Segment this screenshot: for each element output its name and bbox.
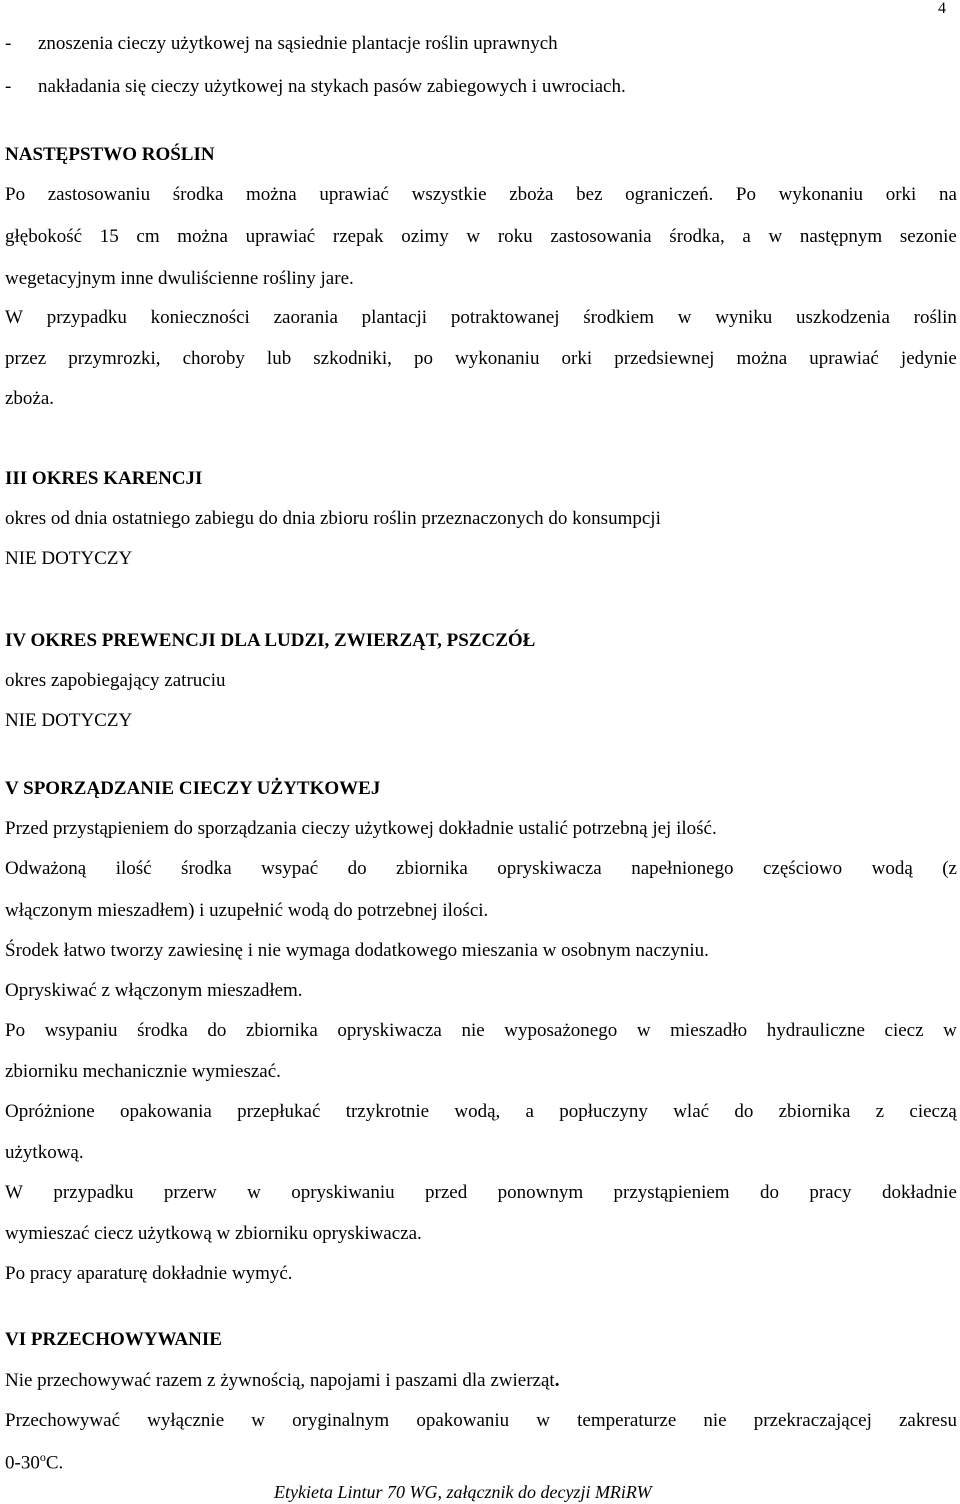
word: opakowania: [119, 1101, 212, 1122]
word: 15: [99, 226, 119, 247]
word: temperaturze: [577, 1410, 677, 1431]
word: (z: [942, 858, 957, 879]
word: pracy: [809, 1182, 852, 1203]
word: opryskiwacza: [497, 858, 602, 879]
word: wodą,: [454, 1101, 501, 1122]
word: na: [938, 184, 957, 205]
word: trzykrotnie: [345, 1101, 430, 1122]
word: ciecz: [884, 1020, 924, 1041]
word: można: [736, 348, 788, 369]
word: potraktowanej: [450, 307, 560, 328]
word: ilość: [115, 858, 152, 879]
section-heading: NASTĘPSTWO ROŚLIN: [5, 144, 215, 165]
word: do: [207, 1020, 227, 1041]
section-heading: V SPORZĄDZANIE CIECZY UŻYTKOWEJ: [5, 778, 381, 799]
word: przypadku: [53, 1182, 134, 1203]
bullet-text: nakładania się cieczy użytkowej na stykach pasów zabiegowych i uwrociach.: [38, 76, 626, 97]
word: przed: [425, 1182, 468, 1203]
word: dokładnie: [881, 1182, 957, 1203]
word: Przechowywać: [5, 1410, 121, 1431]
word: wyłącznie: [147, 1410, 225, 1431]
text-line: użytkową.: [5, 1142, 84, 1163]
word: a: [525, 1101, 534, 1122]
text-line: Opryskiwać z włączonym mieszadłem.: [5, 980, 303, 1001]
paragraph-line: zboża.: [5, 388, 55, 409]
text-line: [5, 859, 957, 878]
paragraph-line: [5, 349, 957, 368]
word: przepłukać: [237, 1101, 321, 1122]
text-line: [5, 1102, 957, 1121]
bullet-text: znoszenia cieczy użytkowej na sąsiednie plantacje roślin uprawnych: [38, 33, 558, 54]
word: bez: [576, 184, 603, 205]
paragraph-line: [5, 185, 957, 204]
word: głębokość: [5, 226, 83, 247]
word: w: [466, 226, 481, 247]
word: przypadku: [46, 307, 127, 328]
word: zastosowania: [550, 226, 652, 247]
word: środkiem: [583, 307, 654, 328]
word: opryskiwaniu: [291, 1182, 395, 1203]
word: ograniczeń.: [625, 184, 714, 205]
word: ponownym: [497, 1182, 584, 1203]
section-heading: IV OKRES PREWENCJI DLA LUDZI, ZWIERZĄT, PSZCZÓŁ: [5, 630, 536, 651]
text-line: [5, 1371, 559, 1390]
word: W: [5, 1182, 23, 1203]
word: wyposażonego: [504, 1020, 618, 1041]
word: wodą: [871, 858, 913, 879]
word: przekraczającej: [753, 1410, 872, 1431]
bullet-dash: -: [5, 33, 12, 54]
word: uprawiać: [319, 184, 389, 205]
word: ozimy: [401, 226, 449, 247]
word: roślin: [913, 307, 957, 328]
word: z: [875, 1101, 885, 1122]
word: wyniku: [715, 307, 773, 328]
word: w: [943, 1020, 957, 1041]
section-heading: III OKRES KARENCJI: [5, 468, 203, 489]
temperature-line: [5, 1451, 63, 1472]
word: uszkodzenia: [795, 307, 890, 328]
word: środka: [137, 1020, 188, 1041]
word: choroby: [182, 348, 245, 369]
text-line: okres zapobiegający zatruciu: [5, 670, 226, 691]
word: przedsiewnej: [614, 348, 715, 369]
word: Odważoną: [5, 858, 87, 879]
paragraph-line: [5, 308, 957, 327]
word: przymrozki,: [68, 348, 161, 369]
footer: Etykieta Lintur 70 WG, załącznik do decyzji MRiRW: [274, 1482, 652, 1502]
word: wlać: [673, 1101, 710, 1122]
word: zbiornika: [778, 1101, 851, 1122]
word: napełnionego: [631, 858, 734, 879]
word: Opróżnione: [5, 1101, 95, 1122]
word: środka: [172, 184, 224, 205]
text-line: NIE DOTYCZY: [5, 548, 133, 569]
word: lub: [266, 348, 292, 369]
word: sezonie: [899, 226, 957, 247]
word: środka,: [669, 226, 725, 247]
text-line: zbiorniku mechanicznie wymieszać.: [5, 1061, 281, 1082]
storage-period: .: [554, 1370, 560, 1391]
word: wykonaniu: [455, 348, 540, 369]
word: do: [734, 1101, 754, 1122]
text-line: Przed przystąpieniem do sporządzania cieczy użytkowej dokładnie ustalić potrzebną jej ilość.: [5, 818, 717, 839]
degree-sign: o: [39, 1450, 46, 1464]
word: zboża: [509, 184, 554, 205]
paragraph-line: [5, 227, 957, 246]
text-line: Po pracy aparaturę dokładnie wymyć.: [5, 1263, 293, 1284]
word: przystąpieniem: [613, 1182, 730, 1203]
word: częściowo: [763, 858, 843, 879]
word: hydrauliczne: [766, 1020, 865, 1041]
word: w: [768, 226, 783, 247]
word: wsypaniu: [44, 1020, 118, 1041]
word: Po: [5, 184, 26, 205]
word: zaorania: [273, 307, 338, 328]
word: Po: [735, 184, 756, 205]
word: uprawiać: [809, 348, 879, 369]
text-line: [5, 1411, 957, 1430]
word: nie: [703, 1410, 727, 1431]
word: zastosowaniu: [47, 184, 151, 205]
word: następnym: [799, 226, 883, 247]
word: w: [536, 1410, 551, 1431]
word: opryskiwacza: [337, 1020, 442, 1041]
word: w: [677, 307, 692, 328]
word: wsypać: [261, 858, 319, 879]
paragraph-line: wegetacyjnym inne dwuliścienne rośliny jare.: [5, 268, 354, 289]
word: przerw: [163, 1182, 217, 1203]
word: orki: [561, 348, 593, 369]
word: rzepak: [332, 226, 384, 247]
text-line: okres od dnia ostatniego zabiegu do dnia zbioru roślin przeznaczonych do konsumpcji: [5, 508, 661, 529]
word: zbiornika: [246, 1020, 318, 1041]
word: w: [636, 1020, 651, 1041]
temperature-range: 0-30: [5, 1452, 40, 1474]
word: plantacji: [361, 307, 428, 328]
word: wszystkie: [411, 184, 487, 205]
word: w: [251, 1410, 265, 1431]
word: oryginalnym: [292, 1410, 390, 1431]
text-line: NIE DOTYCZY: [5, 710, 133, 731]
word: mieszadło: [670, 1020, 748, 1041]
text-line: [5, 1021, 957, 1040]
word: orki: [885, 184, 917, 205]
word: cieczą: [909, 1101, 957, 1122]
word: konieczności: [150, 307, 250, 328]
page-number: 4: [938, 0, 946, 17]
word: nie: [461, 1020, 485, 1041]
section-heading: VI PRZECHOWYWANIE: [5, 1329, 222, 1350]
word: a: [742, 226, 751, 247]
word: do: [347, 858, 367, 879]
word: w: [247, 1182, 261, 1203]
storage-text: Nie przechowywać razem z żywnością, napojami i paszami dla zwierząt: [5, 1370, 555, 1391]
text-line: wymieszać ciecz użytkową w zbiorniku opryskiwacza.: [5, 1223, 422, 1244]
text-line: włączonym mieszadłem) i uzupełnić wodą do potrzebnej ilości.: [5, 900, 489, 921]
word: szkodniki,: [313, 348, 392, 369]
word: popłuczyny: [559, 1101, 648, 1122]
bullet-dash: -: [5, 76, 12, 97]
word: zakresu: [898, 1410, 957, 1431]
text-line: [5, 1183, 957, 1202]
word: można: [177, 226, 228, 247]
text-line: Środek łatwo tworzy zawiesinę i nie wymaga dodatkowego mieszania w osobnym naczyniu.: [5, 940, 709, 961]
word: opakowaniu: [416, 1410, 510, 1431]
temperature-unit: C.: [45, 1452, 64, 1474]
word: po: [413, 348, 433, 369]
word: uprawiać: [245, 226, 316, 247]
word: cm: [136, 226, 160, 247]
word: wykonaniu: [778, 184, 864, 205]
word: roku: [497, 226, 533, 247]
word: środka: [181, 858, 232, 879]
word: Po: [5, 1020, 26, 1041]
word: W: [5, 307, 23, 328]
word: można: [246, 184, 297, 205]
word: do: [759, 1182, 779, 1203]
word: jedynie: [900, 348, 957, 369]
word: przez: [5, 348, 47, 369]
word: zbiornika: [396, 858, 468, 879]
